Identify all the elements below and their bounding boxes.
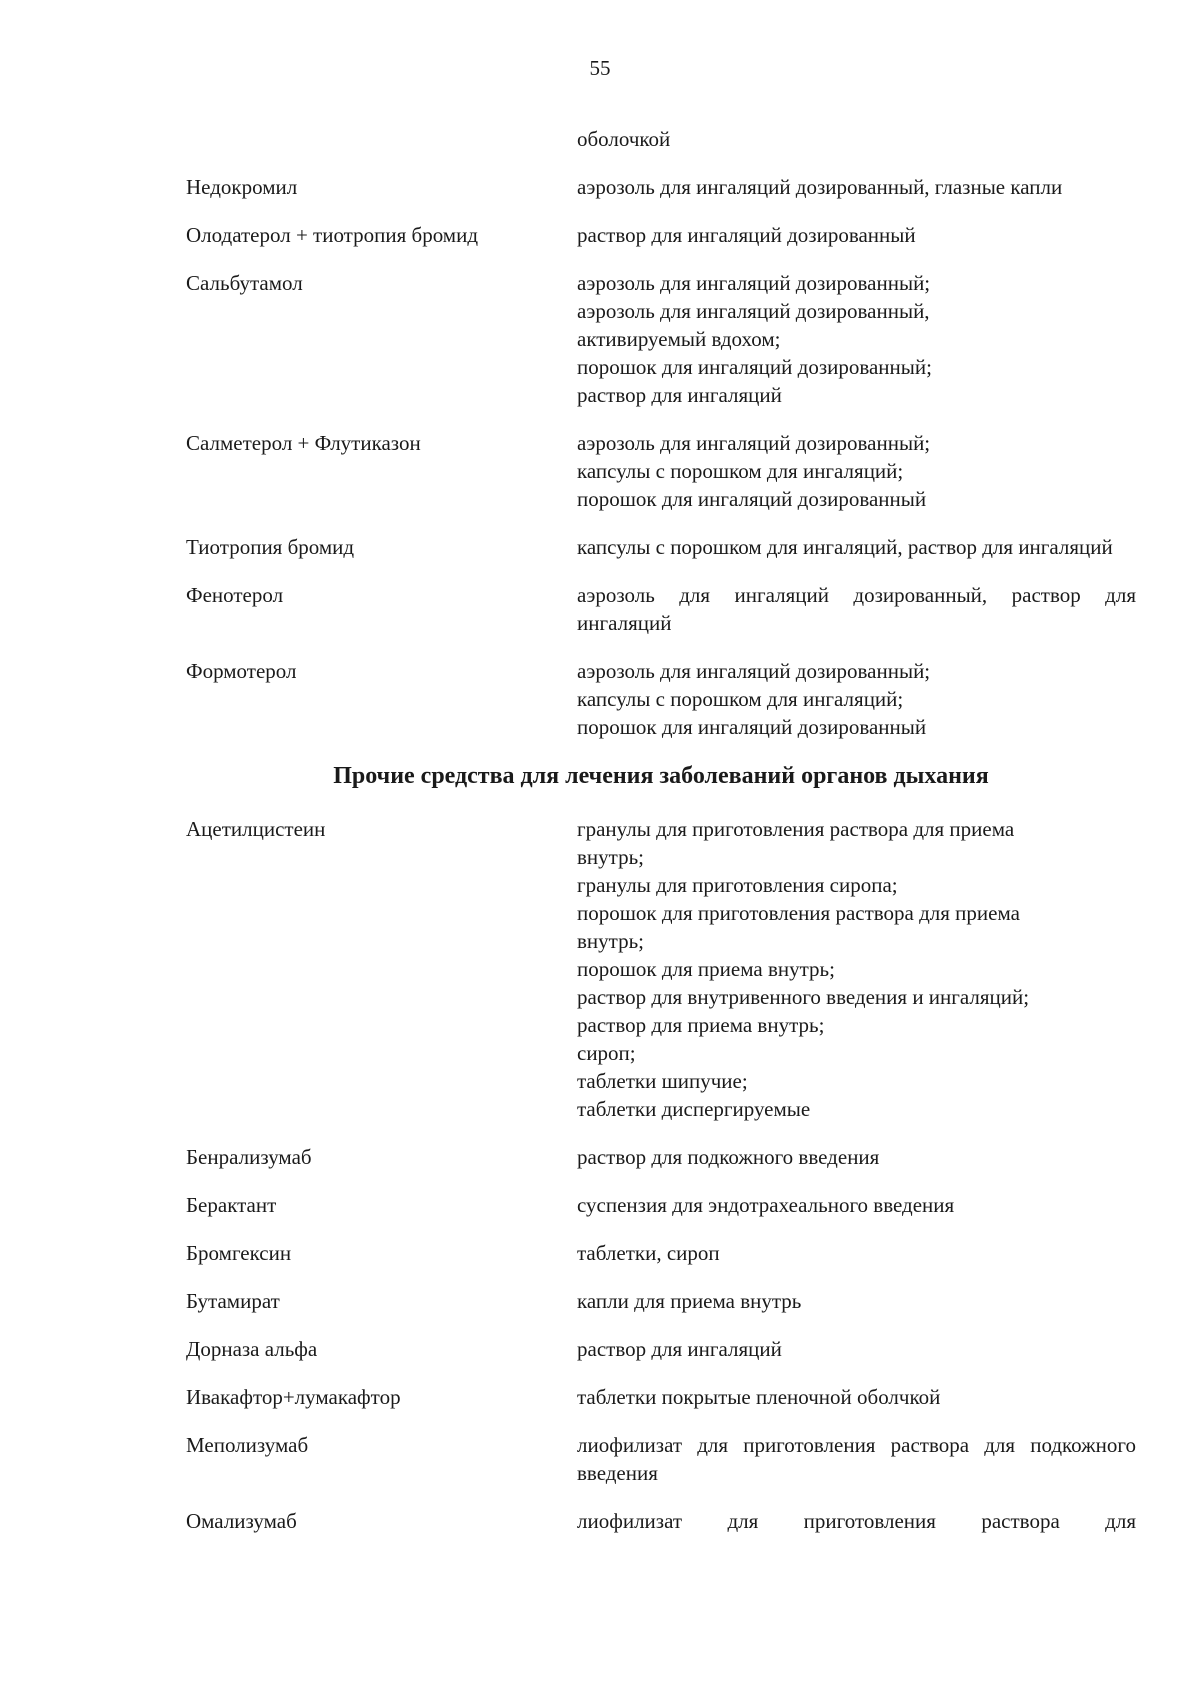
drug-form-line: аэрозоль для ингаляций дозированный; — [577, 659, 931, 683]
drug-form-line: раствор для внутривенного введения и ингаляций; — [577, 985, 1030, 1009]
drug-name: Дорназа альфа — [186, 1337, 318, 1361]
drug-form-line: лиофилизат для приготовления раствора для — [577, 1509, 1136, 1533]
drug-name: Формотерол — [186, 659, 297, 683]
drug-form-line: капсулы с порошком для ингаляций; — [577, 687, 904, 711]
drug-forms — [577, 657, 1136, 741]
drug-form-line: порошок для ингаляций дозированный; — [577, 355, 932, 379]
drug-form-line: порошок для ингаляций дозированный — [577, 715, 927, 739]
section-heading: Прочие средства для лечения заболеваний органов дыхания — [333, 763, 989, 789]
drug-row — [186, 125, 1136, 153]
drug-name: Олодатерол + тиотропия бромид — [186, 223, 479, 247]
drug-form-line: аэрозоль для ингаляций дозированный, — [577, 299, 930, 323]
drug-form-line: сироп; — [577, 1041, 636, 1065]
drug-form-line: гранулы для приготовления раствора для приема — [577, 817, 1015, 841]
drug-form-line: активируемый вдохом; — [577, 327, 781, 351]
drug-row — [186, 1191, 1136, 1219]
drug-form-line: раствор для подкожного введения — [577, 1145, 880, 1169]
drug-row — [186, 1383, 1136, 1411]
drug-form-line: раствор для ингаляций — [577, 383, 782, 407]
drug-form-line: капсулы с порошком для ингаляций, раствор для ингаляций — [577, 535, 1113, 559]
drug-name — [186, 125, 577, 153]
drug-row — [186, 1287, 1136, 1315]
drug-row — [186, 1239, 1136, 1267]
drug-form-line: раствор для ингаляций дозированный — [577, 223, 916, 247]
drug-name: Ацетилцистеин — [186, 817, 326, 841]
drug-form-line: таблетки, сироп — [577, 1241, 720, 1265]
drug-row — [186, 221, 1136, 249]
drug-name: Берактант — [186, 1193, 277, 1217]
drug-forms — [577, 581, 1136, 637]
drug-forms — [577, 429, 1136, 513]
drug-forms — [577, 1143, 1136, 1171]
drug-name: Бенрализумаб — [186, 1145, 312, 1169]
drug-form-line: раствор для ингаляций — [577, 1337, 782, 1361]
drug-forms — [577, 173, 1136, 201]
drug-forms — [577, 1383, 1136, 1411]
drug-name: Омализумаб — [186, 1509, 297, 1533]
drug-forms — [577, 1239, 1136, 1267]
drug-form-line: аэрозоль для ингаляций дозированный; — [577, 271, 931, 295]
drug-list-bottom — [186, 815, 1136, 1535]
drug-form-line: лиофилизат для приготовления раствора для подкожного введения — [577, 1433, 1136, 1485]
drug-form-line: раствор для приема внутрь; — [577, 1013, 825, 1037]
drug-forms — [577, 1335, 1136, 1363]
drug-form-line: порошок для ингаляций дозированный — [577, 487, 927, 511]
drug-form-line: таблетки диспергируемые — [577, 1097, 811, 1121]
drug-form-line: аэрозоль для ингаляций дозированный, раствор для ингаляций — [577, 583, 1136, 635]
drug-row — [186, 1143, 1136, 1171]
drug-form-line: аэрозоль для ингаляций дозированный, глазные капли — [577, 175, 1063, 199]
drug-forms — [577, 125, 1136, 153]
drug-form-line: порошок для приготовления раствора для приема — [577, 901, 1020, 925]
drug-forms — [577, 221, 1136, 249]
drug-row — [186, 1507, 1136, 1535]
drug-forms — [577, 533, 1136, 561]
drug-row — [186, 1335, 1136, 1363]
drug-form-line: аэрозоль для ингаляций дозированный; — [577, 431, 931, 455]
drug-forms — [577, 1191, 1136, 1219]
drug-form-line: внутрь; — [577, 845, 644, 869]
drug-name: Бутамират — [186, 1289, 280, 1313]
drug-form-line: порошок для приема внутрь; — [577, 957, 835, 981]
drug-row — [186, 533, 1136, 561]
drug-forms — [577, 269, 1136, 409]
drug-row — [186, 815, 1136, 1123]
drug-form-line: капсулы с порошком для ингаляций; — [577, 459, 904, 483]
drug-form-line: оболочкой — [577, 127, 671, 151]
drug-table — [186, 125, 1136, 1555]
page-number: 55 — [589, 56, 611, 80]
drug-row — [186, 173, 1136, 201]
drug-name: Сальбутамол — [186, 271, 303, 295]
drug-name: Фенотерол — [186, 583, 284, 607]
drug-row — [186, 657, 1136, 741]
drug-name: Недокромил — [186, 175, 298, 199]
drug-list-top — [186, 125, 1136, 741]
drug-form-line: таблетки шипучие; — [577, 1069, 748, 1093]
drug-forms — [577, 815, 1136, 1123]
drug-form-line: капли для приема внутрь — [577, 1289, 802, 1313]
drug-name: Бромгексин — [186, 1241, 292, 1265]
drug-name: Тиотропия бромид — [186, 535, 355, 559]
drug-form-line: внутрь; — [577, 929, 644, 953]
drug-form-line: таблетки покрытые пленочной оболчкой — [577, 1385, 941, 1409]
drug-name: Ивакафтор+лумакафтор — [186, 1385, 401, 1409]
drug-forms — [577, 1431, 1136, 1487]
drug-row — [186, 581, 1136, 637]
drug-form-line: суспензия для эндотрахеального введения — [577, 1193, 955, 1217]
drug-row — [186, 1431, 1136, 1487]
drug-forms — [577, 1507, 1136, 1535]
drug-name: Салметерол + Флутиказон — [186, 431, 421, 455]
drug-row — [186, 269, 1136, 409]
drug-forms — [577, 1287, 1136, 1315]
drug-row — [186, 429, 1136, 513]
drug-name: Меполизумаб — [186, 1433, 309, 1457]
drug-form-line: гранулы для приготовления сиропа; — [577, 873, 898, 897]
